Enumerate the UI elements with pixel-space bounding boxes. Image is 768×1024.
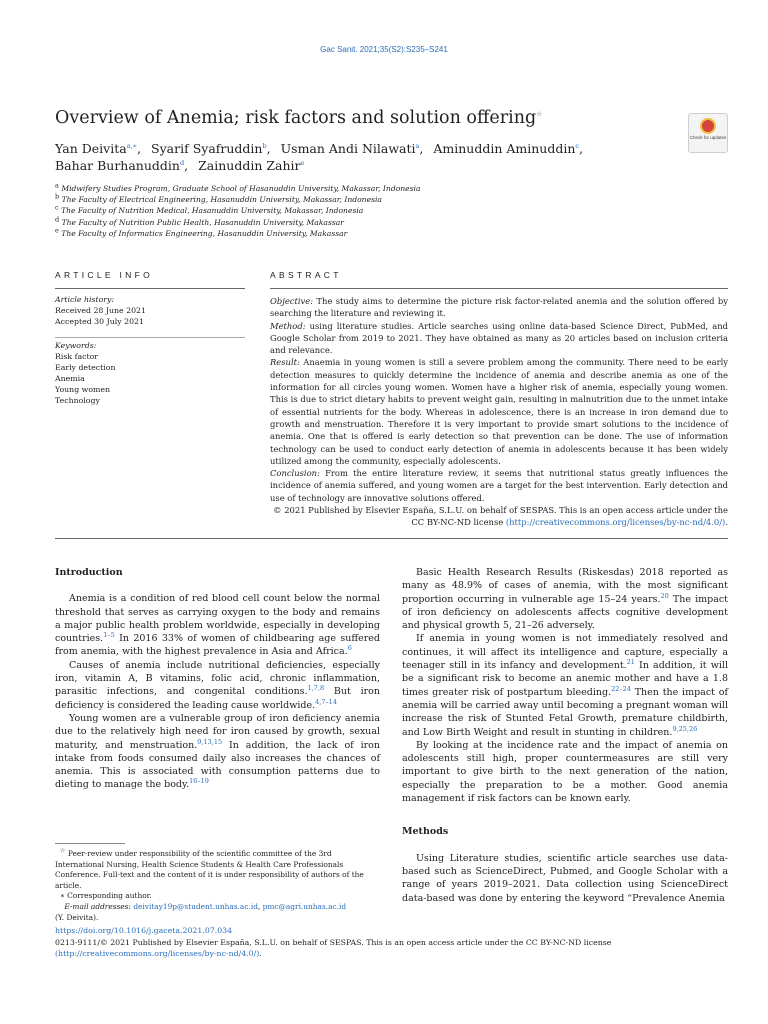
methods-heading: Methods [402, 826, 449, 838]
footer-copyright: 0213-9111/© 2021 Published by Elsevier España, S.L.U. on behalf of SESPAS. This is an open access article under the CC BY-NC-ND license (http://creativecommons.org/licenses/by-nc-nd/4.0/). [55, 937, 612, 958]
author: Aminuddin Aminuddin$^c$, [433, 141, 584, 156]
history-label: Article history: [55, 295, 115, 304]
abstract-method: Method: using literature studies. Article searches using online data-based Science Direct, PubMed, and Google Scholar from 2019 to 2021. They have obtained as many as 20 articles based on inclusion criteria and relevance. [270, 320, 728, 356]
left-column [55, 566, 380, 792]
license-link[interactable]: (http://creativecommons.org/licenses/by-nc-nd/4.0/) [55, 949, 260, 958]
citation-link[interactable]: 16–19 [189, 777, 209, 786]
citation-link[interactable]: 21 [626, 657, 635, 666]
article-info [55, 294, 245, 406]
paragraph: Basic Health Research Results (Riskesdas) 2018 reported as many as 48.9% of cases of anemia, with the most significant proportion occurring in vulnerable age 15–24 years.$^{20}$ The impact of iron deficiency on adolescents affects cognitive development and physical growth 5, 21–26 adversely. [402, 567, 728, 632]
divider [55, 538, 728, 539]
paragraph: Using Literature studies, scientific article searches use data-based such as ScienceDirect, Pubmed, and Google Scholar with a range of years 2019–2021. Data collection using ScienceDirect data-based was done by entering the keyword “Prevalence Anemia [402, 852, 728, 904]
right-column [402, 566, 728, 905]
divider [270, 288, 728, 289]
keyword: Risk factor [55, 352, 99, 361]
paragraph: Anemia is a condition of red blood cell count below the normal threshold that serves as carrying oxygen to the body and remains a major public health problem worldwide, especially in developing countries.$^{1-5}$ In 2016 33% of women of childbearing age suffered from anemia, with the highest prevalence in Asia and Africa.$^6$ [55, 593, 380, 658]
email-link[interactable]: deivitay19p@student.unhas.ac.id [133, 901, 258, 911]
accepted-date: Accepted 30 July 2021 [55, 317, 144, 326]
publication-footer [55, 925, 735, 960]
paragraph: By looking at the incidence rate and the impact of anemia on adolescents still high, proper countermeasures are still very important to give birth to the next generation of the nation, especially the preparation to be a mother. Good anemia management if risk factors can be known early. [402, 739, 728, 805]
abstract-body [270, 295, 728, 529]
footnote: (Y. Deivita). [55, 912, 99, 922]
keyword: Technology [55, 396, 100, 405]
keyword: Early detection [55, 363, 116, 372]
affiliation-item: $^e$ The Faculty of Informatics Engineering, Hasanuddin University, Makassar [55, 226, 348, 238]
affiliation-item: $^d$ The Faculty of Nutrition Public Health, Hasanuddin University, Makassar [55, 215, 344, 227]
article-title [55, 108, 675, 128]
title-text: Overview of Anemia; risk factors and solution offering [55, 108, 537, 128]
keyword: Anemia [55, 374, 85, 383]
received-date: Received 28 June 2021 [55, 306, 146, 315]
badge-label: Check for updates [689, 135, 727, 140]
affiliation-item: $^c$ The Faculty of Nutrition Medical, Hasanuddin University, Makassar, Indonesia [55, 203, 364, 216]
footnote: ∗ Corresponding author. [59, 891, 152, 901]
abstract-copyright: © 2021 Published by Elsevier España, S.L.U. on behalf of SESPAS. This is an open access article under the CC BY-NC-ND license (http://creativecommons.org/licenses/by-nc-nd/4.0/). [273, 505, 728, 528]
author: Yan Deivita$^{a,∗}$, [55, 141, 142, 156]
affiliation-item: $^a$ Midwifery Studies Program, Graduate School of Hasanuddin University, Makassar, Indonesia [55, 181, 421, 193]
journal-reference[interactable]: Gac Sanit. 2021;35(S2):S235–S241 [320, 45, 448, 54]
footnote: ☆ Peer-review under responsibility of the scientific committee of the 3rd International Nursing, Health Science Students & Health Care Professionals Conference. Full-text and the content of it is under responsibility of authors of the article. [55, 846, 364, 890]
affiliations [55, 183, 655, 239]
crossmark-icon [700, 118, 716, 134]
keyword: Young women [55, 385, 111, 394]
citation-link[interactable]: 9,13,15 [197, 737, 223, 746]
email-link[interactable]: pmc@agri.unhas.ac.id [262, 901, 347, 911]
citation-link[interactable]: 1–5 [103, 631, 115, 640]
author: Usman Andi Nilawati$^a$, [280, 141, 424, 156]
citation-link[interactable]: 6 [347, 644, 352, 653]
author: Bahar Burhanuddin$^d$, [55, 158, 189, 173]
citation-link[interactable]: 22–24 [611, 684, 631, 693]
footnotes [55, 846, 380, 923]
author-list [55, 140, 695, 174]
abstract-conclusion: Conclusion: From the entire literature review, it seems that nutritional status greatly influences the incidence of anemia suffered, and young women are a target for the best intervention. Early detection and use of technology are innovative solutions offered. [270, 468, 728, 503]
author: Zainuddin Zahir$^e$ [198, 158, 305, 173]
divider [55, 288, 245, 289]
paragraph: If anemia in young women is not immediately resolved and continues, it will affect its intelligence and capture, especially a teenager still in its infancy and development.$^{21}$ In addition, it will be a significant risk to become an anemic mother and have a 1.8 times greater risk of postpartum bleeding.$^{22-24}$ Then the impact of anemia will be carried away until becoming a pregnant woman will increase the risk of Stunted Fetal Growth, premature childbirth, and Low Birth Weight and result in stunting in children.$^{9,25,26}$ [402, 633, 729, 738]
doi-link[interactable]: https://doi.org/10.1016/j.gaceta.2021.07.034 [55, 926, 233, 935]
citation-link[interactable]: 4,7–14 [315, 697, 337, 706]
footnote: E-mail addresses: deivitay19p@student.unhas.ac.id, pmc@agri.unhas.ac.id [64, 901, 347, 911]
paragraph: Young women are a vulnerable group of iron deficiency anemia due to the relatively high need for iron caused by growth, sexual maturity, and menstruation.$^{9,13,15}$ In addition, the lack of iron intake from foods consumed daily also increases the chances of anemia. This is associated with consumption patterns due to dieting to manage the body.$^{16-19}$ [55, 712, 380, 791]
introduction-heading: Introduction [55, 567, 123, 578]
article-info-heading: ARTICLE INFO [55, 270, 154, 280]
abstract-result: Result: Anaemia in young women is still a severe problem among the community. There need to be early detection measures to quickly determine the incidence of anemia and describe anemia as one of the information for all circles young women. Women have a higher risk of anemia, especially young women. This is due to strict dietary habits to prevent weight gain, resulting in malnutrition due to the unmet intake of essential nutrients for the body. Whereas in adolescence, there is an increase in iron demand due to growth and menstruation. Therefore it is very important to provide smart solutions to the incidence of anemia. One that is offered is early detection so that prevention can be done. The use of information technology can be used to conduct early detection of anemia in adolescents because it has been widely utilized among the community, especially adolescents. [270, 357, 728, 466]
abstract-objective: Objective: The study aims to determine the picture risk factor-related anemia and the solution offered by searching the literature and reviewing it. [270, 296, 728, 319]
citation-link[interactable]: 9,25,26 [672, 724, 698, 733]
paragraph: Causes of anemia include nutritional deficiencies, especially iron, vitamin A, B vitamins, folic acid, chronic inflammation, parasitic infections, and congenital conditions.$^{1,7,8}$ But iron deficiency is considered the leading cause worldwide.$^{4,7-14}$ [55, 659, 381, 711]
license-link[interactable]: (http://creativecommons.org/licenses/by-nc-nd/4.0/) [505, 517, 726, 528]
author: Syarif Syafruddin$^b$, [151, 141, 271, 156]
keywords-label: Keywords: [55, 341, 97, 350]
abstract-heading: ABSTRACT [270, 270, 342, 280]
citation-link[interactable]: 1,7,8 [307, 684, 325, 693]
title-footnote-mark[interactable]: ☆ [536, 110, 543, 119]
affiliation-item: $^b$ The Faculty of Electrical Engineering, Hasanuddin University, Makassar, Indonesia [55, 192, 382, 205]
footnote-divider [55, 843, 125, 844]
citation-link[interactable]: 20 [660, 591, 669, 600]
